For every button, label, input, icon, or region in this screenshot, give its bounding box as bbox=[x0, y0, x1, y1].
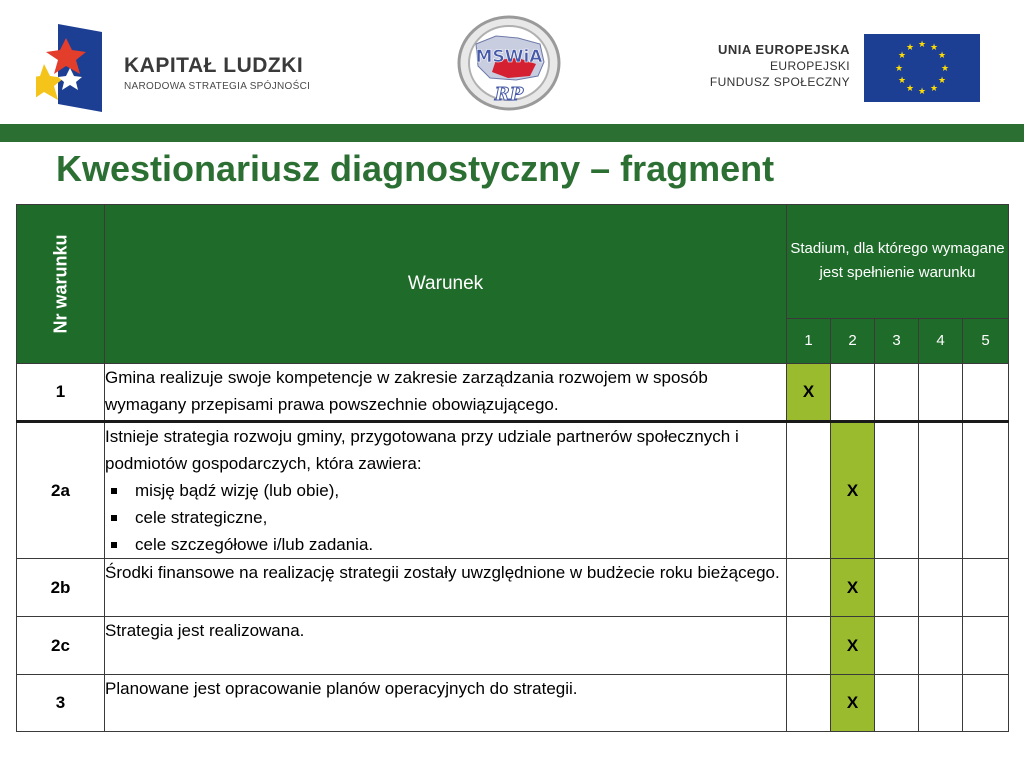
kapital-ludzki-logo bbox=[36, 24, 356, 114]
eu-text-block bbox=[680, 42, 850, 89]
mark-cell bbox=[963, 559, 1009, 617]
diagnostic-table bbox=[16, 204, 1009, 732]
mark-cell bbox=[919, 364, 963, 422]
eu-flag-icon bbox=[864, 34, 980, 102]
eu-line2: EUROPEJSKI bbox=[769, 59, 850, 73]
row-id: 2c bbox=[17, 617, 105, 675]
row-id: 3 bbox=[17, 675, 105, 732]
svg-text:★: ★ bbox=[894, 64, 904, 74]
svg-text:★: ★ bbox=[929, 43, 939, 53]
mark-cell bbox=[919, 675, 963, 732]
kapital-ludzki-flag-icon bbox=[36, 24, 102, 112]
svg-text:★: ★ bbox=[937, 76, 947, 86]
table-row bbox=[17, 422, 1009, 559]
mark-cell bbox=[875, 364, 919, 422]
kapital-ludzki-subtitle: NARODOWA STRATEGIA SPÓJNOŚCI bbox=[124, 81, 311, 92]
mark-cell bbox=[787, 617, 831, 675]
row-text: Środki finansowe na realizację strategii zostały uwzględnione w budżecie roku bieżącego. bbox=[105, 559, 787, 617]
header-stage-3: 3 bbox=[875, 318, 919, 363]
table-row bbox=[17, 617, 1009, 675]
svg-text:★: ★ bbox=[905, 43, 915, 53]
mark-cell bbox=[875, 422, 919, 559]
row-text: Istnieje strategia rozwoju gminy, przygotowana przy udziale partnerów społecznych i podmiotów gospodarczych, która zawiera: bbox=[105, 427, 739, 473]
bullet-list bbox=[105, 477, 786, 558]
mark-cell bbox=[875, 559, 919, 617]
row-id: 2b bbox=[17, 559, 105, 617]
mark-cell bbox=[963, 422, 1009, 559]
mark-cell bbox=[831, 364, 875, 422]
header-nr-label: Nr warunku bbox=[50, 234, 70, 334]
svg-text:★: ★ bbox=[940, 64, 950, 74]
table-header-row bbox=[17, 205, 1009, 319]
table-row bbox=[17, 675, 1009, 732]
mark-cell bbox=[787, 422, 831, 559]
mark-cell bbox=[963, 675, 1009, 732]
header-nr-warunku bbox=[17, 205, 105, 364]
table-row bbox=[17, 559, 1009, 617]
row-text: Gmina realizuje swoje kompetencje w zakresie zarządzania rozwojem w sposób wymagany przepisami prawa powszechnie obowiązującego. bbox=[105, 364, 787, 422]
svg-text:★: ★ bbox=[897, 51, 907, 61]
mark-cell: X bbox=[831, 559, 875, 617]
svg-text:★: ★ bbox=[905, 84, 915, 94]
mark-cell bbox=[963, 364, 1009, 422]
mark-cell: X bbox=[787, 364, 831, 422]
mswia-text: MSWiA bbox=[475, 47, 543, 67]
mark-cell bbox=[787, 675, 831, 732]
eu-title: UNIA EUROPEJSKA bbox=[718, 42, 850, 57]
kapital-ludzki-title: KAPITAŁ LUDZKI bbox=[124, 54, 304, 77]
header-stage-1: 1 bbox=[787, 318, 831, 363]
table-row bbox=[17, 364, 1009, 422]
slide-title: Kwestionariusz diagnostyczny – fragment bbox=[56, 148, 775, 189]
mark-cell: X bbox=[831, 617, 875, 675]
svg-text:★: ★ bbox=[917, 87, 927, 97]
row-id: 1 bbox=[17, 364, 105, 422]
mark-cell bbox=[919, 559, 963, 617]
svg-text:★: ★ bbox=[917, 40, 927, 50]
svg-text:★: ★ bbox=[937, 51, 947, 61]
row-text-cell bbox=[105, 422, 787, 559]
mark-cell bbox=[919, 617, 963, 675]
eu-line3: FUNDUSZ SPOŁECZNY bbox=[709, 75, 850, 89]
mswia-rp-text: RP bbox=[494, 84, 524, 105]
header-stage-4: 4 bbox=[919, 318, 963, 363]
mark-cell bbox=[787, 559, 831, 617]
header-stage-2: 2 bbox=[831, 318, 875, 363]
bullet-item: cele szczegółowe i/lub zadania. bbox=[108, 531, 786, 558]
bullet-item: cele strategiczne, bbox=[108, 504, 786, 531]
mark-cell: X bbox=[831, 675, 875, 732]
header-warunek: Warunek bbox=[105, 205, 787, 364]
svg-text:★: ★ bbox=[897, 76, 907, 86]
svg-text:★: ★ bbox=[929, 84, 939, 94]
mark-cell bbox=[963, 617, 1009, 675]
mark-cell bbox=[919, 422, 963, 559]
bullet-item: misję bądź wizję (lub obie), bbox=[108, 477, 786, 504]
mark-cell bbox=[875, 675, 919, 732]
mark-cell bbox=[875, 617, 919, 675]
mswia-emblem-icon bbox=[456, 14, 562, 112]
row-id: 2a bbox=[17, 422, 105, 559]
row-text: Planowane jest opracowanie planów operacyjnych do strategii. bbox=[105, 675, 787, 732]
header-stadium: Stadium, dla którego wymagane jest spełnienie warunku bbox=[787, 205, 1009, 319]
header-green-band bbox=[0, 124, 1024, 142]
mark-cell: X bbox=[831, 422, 875, 559]
row-text: Strategia jest realizowana. bbox=[105, 617, 787, 675]
header-stage-5: 5 bbox=[963, 318, 1009, 363]
